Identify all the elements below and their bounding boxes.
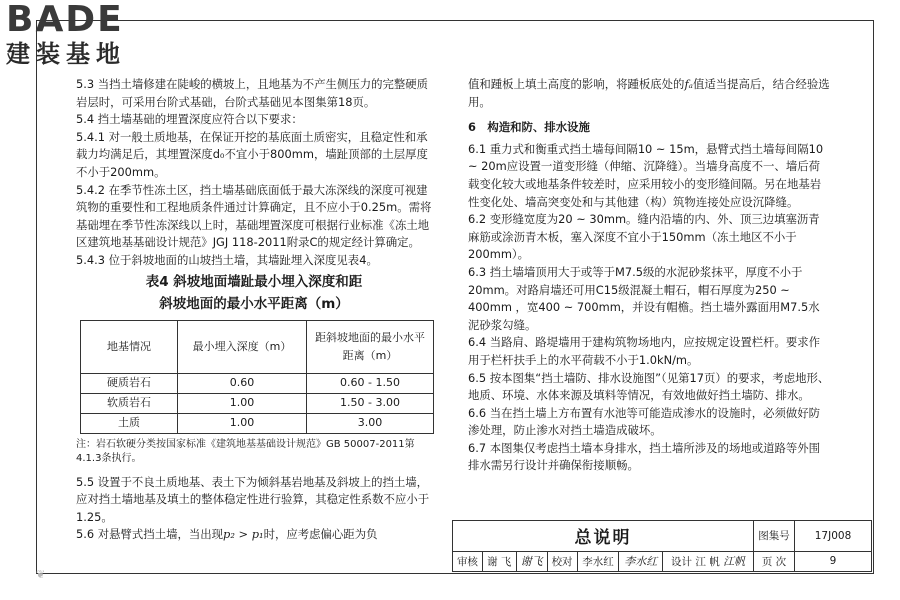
table-cell: 3.00	[307, 413, 434, 433]
continuation-end: 值适当提高后，结合经验选用。	[468, 77, 830, 109]
brand-logo	[6, 0, 166, 72]
table-header-cell: 最小埋入深度（m）	[178, 320, 307, 373]
table-title-line1: 表4 斜坡地面墙趾最小埋入深度和距	[145, 273, 363, 290]
review-label: 审核	[453, 551, 483, 571]
right-column	[468, 76, 830, 475]
design-cell	[663, 551, 754, 571]
paragraph: 5.3 当挡土墙修建在陡峻的横坡上，且地基为不产生侧压力的完整硬质岩层时，可采用台阶式基础，台阶式基础见本图集第18页。	[76, 77, 429, 109]
title-block-row	[453, 551, 872, 571]
paragraph: 6.2 变形缝宽度为20 ~ 30mm。缝内沿墙的内、外、顶三边填塞沥青麻筋或涂沥青木板，塞入深度不宜小于150mm（冻土地区不小于200mm）。	[468, 212, 820, 262]
paragraph: 6.5 按本图集“挡土墙防、排水设施图”（见第17页）的要求，考虑地形、地质、环境、水体来源及填料等情况，有效地做好挡土墙防、排水。	[468, 370, 830, 403]
section-title: 6 构造和防、排水设施	[468, 120, 590, 135]
review-name: 谢 飞	[482, 551, 516, 571]
paragraph: 6.4 当路肩、路堤墙用于建构筑物场地内，应按规定设置栏杆。要求作用于栏杆扶手上的水平荷载不小于1.0kN/m。	[468, 335, 821, 367]
table-cell: 0.60 - 1.50	[307, 373, 434, 393]
logo-text-cn: 建装基地	[6, 40, 126, 68]
table-cell: 1.50 - 3.00	[307, 393, 434, 413]
paragraph: 5.5 设置于不良土质地基、表土下为倾斜基岩地基及斜坡上的挡土墙，应对挡土墙地基及填土的整体稳定性进行验算，其稳定性系数不应小于1.25。	[76, 474, 430, 524]
paragraph-56	[76, 526, 432, 544]
table-cell: 硬质岩石	[81, 373, 178, 393]
design-signature: 江帆	[723, 555, 746, 569]
corner-mark: ❦	[36, 568, 46, 581]
drawing-title: 总说明	[453, 521, 754, 552]
left-column	[76, 76, 432, 544]
check-label: 校对	[547, 551, 577, 571]
table-cell: 0.60	[178, 373, 307, 393]
formula-p2-p1: p₂ > p₁	[223, 527, 264, 542]
table-cell: 土质	[81, 413, 178, 433]
paragraph-continuation	[468, 76, 830, 111]
logo-text-en: BADE	[6, 0, 124, 40]
paragraph: 5.4 挡土墙基础的埋置深度应符合以下要求：	[76, 112, 303, 127]
table-header-row	[81, 320, 434, 373]
paragraph-56-end: 时，应考虑偏心距为负	[263, 527, 378, 542]
paragraph: 6.1 重力式和衡重式挡土墙每间隔10 ~ 15m，悬臂式挡土墙每间隔10 ~ 20m应设置一道变形缝（伸缩、沉降缝）。当墙身高度不一、墙后荷载变化较大或地基条件较差时，应采用较小的变形缝间隔。另在地基岩性变化处、墙高突变处和与其他建（构）筑物连接处应设沉降缝。	[468, 141, 824, 209]
design-name: 江 帆	[695, 556, 720, 569]
paragraph: 6.6 当在挡土墙上方布置有水池等可能造成渗水的设施时，必须做好防渗处理，防止渗水对挡土墙造成破坏。	[468, 405, 821, 438]
paragraph: 5.4.1 对一般土质地基，在保证开挖的基底面土质密实，且稳定性和承载力均满足后，其埋置深度d₀不宜小于800mm，墙趾顶部的土层厚度不小于200mm。	[76, 129, 428, 179]
check-signature: 李水红	[619, 551, 663, 571]
paragraph: 5.4.2 在季节性冻土区，挡土墙基础底面低于最大冻深线的深度可视建筑物的重要性和工程地质条件通过计算确定，且不应小于0.25m。需将基础埋在季节性冻深线以上时，基础埋置深度可根据行业标准《冻土地区建筑地基基础设计规范》JGJ 118-2011附录C的规定经计算确定。	[76, 182, 432, 250]
title-block-row	[453, 521, 872, 552]
atlas-number-label: 图集号	[754, 521, 795, 552]
paragraph: 6.3 挡土墙墙顶用大于或等于M7.5级的水泥砂浆抹平，厚度不小于20mm。对路肩墙还可用C15级混凝土帽石，帽石厚度为250 ~ 400mm ，宽400 ~ 700mm，并设有帽檐。挡土墙外露面用M7.5水泥砂浆勾缝。	[468, 264, 820, 332]
table-title-line2: 斜坡地面的最小水平距离（m）	[159, 295, 349, 312]
table-header-cell: 地基情况	[81, 320, 178, 373]
table-row	[81, 413, 434, 433]
table-header-cell: 距斜坡地面的最小水平距离（m）	[307, 320, 434, 373]
table-cell: 1.00	[178, 413, 307, 433]
check-name: 李水红	[577, 551, 619, 571]
atlas-number: 17J008	[795, 521, 872, 552]
page-number: 9	[795, 551, 872, 571]
table-row	[81, 373, 434, 393]
table-row	[81, 393, 434, 413]
review-signature: 谢飞	[516, 551, 547, 571]
design-label: 设计	[671, 556, 693, 569]
table-note: 注：岩石软硬分类按国家标准《建筑地基基础设计规范》GB 50007-2011第4.1.3条执行。	[76, 438, 415, 464]
paragraph: 5.4.3 位于斜坡地面的山坡挡土墙，其墙趾埋入深度见表4。	[76, 252, 378, 267]
page-label: 页 次	[754, 551, 795, 571]
table-cell: 1.00	[178, 393, 307, 413]
burial-depth-table	[80, 320, 434, 434]
variable-fa: fₐ	[684, 77, 693, 91]
paragraph: 6.7 本图集仅考虑挡土墙本身排水，挡土墙所涉及的场地或道路等外围排水需另行设计并确保衔接顺畅。	[468, 440, 821, 473]
table-cell: 软质岩石	[81, 393, 178, 413]
paragraph-56-start: 5.6 对悬臂式挡土墙，当出现	[76, 527, 224, 542]
continuation-start: 值和踵板上填土高度的影响，将踵板底处的	[468, 77, 685, 91]
title-block	[452, 520, 872, 572]
